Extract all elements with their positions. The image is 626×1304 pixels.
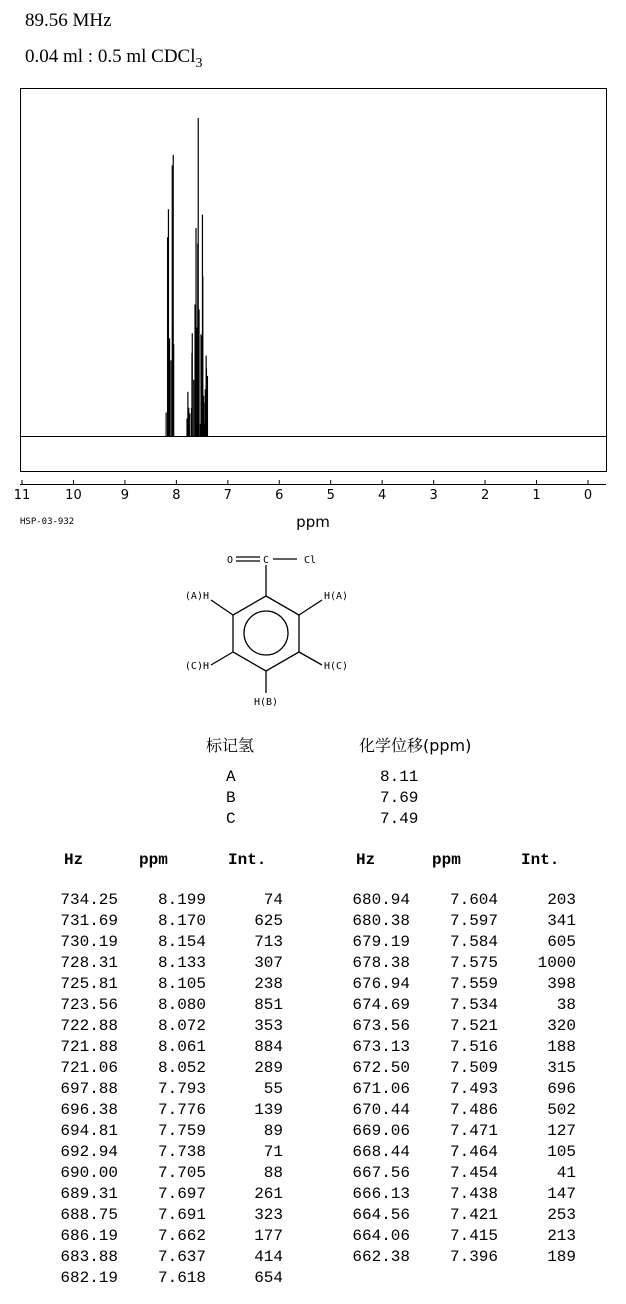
x-tick-label: 4 [378,488,387,503]
peak-ppm: 8.199 [157,891,206,909]
x-tick-label: 9 [120,488,130,503]
peak-intensity: 398 [547,975,576,993]
peak-intensity: 41 [556,1164,576,1182]
peak-hz: 721.06 [60,1059,118,1077]
peak-intensity: 320 [547,1017,576,1035]
bond-hc-right [299,652,322,665]
peak-hz: 667.56 [352,1164,410,1182]
bond-ha-left [211,600,233,615]
peak-table-left-header-ppm: ppm [139,851,168,869]
peak-intensity: 74 [263,891,283,909]
assignment-shift: 7.69 [380,789,419,807]
peak-ppm: 7.521 [449,1017,498,1035]
peak-intensity: 253 [547,1206,576,1224]
x-tick-label: 8 [172,488,181,503]
peak-ppm: 8.154 [157,933,206,951]
peak-ppm: 7.486 [449,1101,498,1119]
peak-intensity: 502 [547,1101,576,1119]
peak-intensity: 105 [547,1143,576,1161]
peak-intensity: 625 [254,912,283,930]
peak-ppm: 7.584 [449,933,498,951]
peak-ppm: 7.509 [449,1059,498,1077]
peak-ppm: 7.738 [157,1143,206,1161]
aromatic-circle [244,611,288,655]
peak-hz: 670.44 [352,1101,410,1119]
peak-intensity: 127 [547,1122,576,1140]
peak-intensity: 189 [547,1248,576,1266]
peak-ppm: 7.618 [157,1269,206,1287]
peak-intensity: 341 [547,912,576,930]
bond-hc-left [211,652,233,665]
peak-hz: 697.88 [60,1080,118,1098]
oxygen-label: O [226,555,234,566]
peak-hz: 683.88 [60,1248,118,1266]
peak-intensity: 851 [254,996,283,1014]
peak-intensity: 353 [254,1017,283,1035]
peak-intensity: 88 [263,1164,283,1182]
peak-intensity: 238 [254,975,283,993]
spectrometer-frequency: 89.56 MHz [25,10,112,31]
peak-ppm: 7.759 [157,1122,206,1140]
sample-subscript: 3 [195,55,203,71]
peak-ppm: 7.471 [449,1122,498,1140]
peak-intensity: 696 [547,1080,576,1098]
peak-intensity: 203 [547,891,576,909]
peak-ppm: 7.534 [449,996,498,1014]
x-tick-label: 0 [583,488,593,503]
peak-intensity: 38 [556,996,576,1014]
peak-intensity: 323 [254,1206,283,1224]
peak-hz: 694.81 [60,1122,118,1140]
hc-left-label: (C)H [184,661,209,672]
peak-ppm: 8.080 [157,996,206,1014]
peak-intensity: 147 [547,1185,576,1203]
peak-table-left-header-hz: Hz [64,851,84,869]
peak-ppm: 7.697 [157,1185,206,1203]
peak-intensity: 261 [254,1185,283,1203]
peak-intensity: 71 [263,1143,283,1161]
peak-intensity: 713 [254,933,283,951]
x-tick-label: 2 [480,488,490,503]
peak-hz: 664.56 [352,1206,410,1224]
peak-hz: 673.13 [352,1038,410,1056]
peak-ppm: 8.133 [157,954,206,972]
benzene-ring [233,596,299,671]
x-tick-label: 6 [275,488,284,503]
peak-ppm: 8.052 [157,1059,206,1077]
peak-hz: 679.19 [352,933,410,951]
peak-ppm: 7.493 [449,1080,498,1098]
peak-hz: 688.75 [60,1206,118,1224]
peak-table-right-header-ppm: ppm [432,851,461,869]
peak-table-right-header-int: Int. [521,851,560,869]
peak-hz: 731.69 [60,912,118,930]
peak-intensity: 188 [547,1038,576,1056]
assignment-header-hydrogen: 标记氢 [206,736,255,755]
peak-ppm: 7.604 [449,891,498,909]
peak-ppm: 7.454 [449,1164,498,1182]
peak-hz: 730.19 [60,933,118,951]
peak-hz: 672.50 [352,1059,410,1077]
peak-intensity: 1000 [537,954,576,972]
carbon-label: C [262,555,270,566]
assignment-label: B [226,789,236,807]
peak-hz: 722.88 [60,1017,118,1035]
peak-hz: 664.06 [352,1227,410,1245]
peak-intensity: 315 [547,1059,576,1077]
peak-ppm: 7.516 [449,1038,498,1056]
x-tick-label: 7 [223,488,232,503]
assignment-header-shift: 化学位移(ppm) [359,736,472,755]
peak-hz: 682.19 [60,1269,118,1287]
x-tick-label: 11 [13,488,31,503]
assignment-shift: 8.11 [380,768,419,786]
peak-ppm: 8.072 [157,1017,206,1035]
sample-text: 0.04 ml : 0.5 ml CDCl [25,46,196,67]
peak-ppm: 8.105 [157,975,206,993]
peak-ppm: 8.061 [157,1038,206,1056]
peak-intensity: 414 [254,1248,283,1266]
peak-ppm: 7.559 [449,975,498,993]
peak-ppm: 7.421 [449,1206,498,1224]
peak-hz: 669.06 [352,1122,410,1140]
peak-ppm: 7.637 [157,1248,206,1266]
x-axis-label: ppm [296,513,330,531]
assignment-label: C [226,810,236,828]
peak-intensity: 55 [263,1080,283,1098]
peak-ppm: 7.691 [157,1206,206,1224]
peak-hz: 680.38 [352,912,410,930]
peak-hz: 673.56 [352,1017,410,1035]
peak-hz: 723.56 [60,996,118,1014]
peak-hz: 678.38 [352,954,410,972]
peak-intensity: 89 [263,1122,283,1140]
ha-right-label: H(A) [324,591,349,602]
peak-ppm: 7.662 [157,1227,206,1245]
peak-ppm: 7.597 [449,912,498,930]
peak-hz: 686.19 [60,1227,118,1245]
x-tick-label: 1 [532,488,541,503]
peak-hz: 734.25 [60,891,118,909]
peak-ppm: 7.396 [449,1248,498,1266]
peak-hz: 692.94 [60,1143,118,1161]
peak-hz: 676.94 [352,975,410,993]
peak-intensity: 139 [254,1101,283,1119]
peak-hz: 674.69 [352,996,410,1014]
peak-table-right-header-hz: Hz [356,851,376,869]
peak-hz: 725.81 [60,975,118,993]
peak-ppm: 7.415 [449,1227,498,1245]
chlorine-label: Cl [303,555,317,566]
peak-intensity: 884 [254,1038,283,1056]
peak-hz: 680.94 [352,891,410,909]
peak-intensity: 213 [547,1227,576,1245]
peak-intensity: 289 [254,1059,283,1077]
peak-hz: 721.88 [60,1038,118,1056]
assignment-label: A [226,768,236,786]
peak-ppm: 7.705 [157,1164,206,1182]
hc-right-label: H(C) [324,661,349,672]
peak-table-left-header-int: Int. [228,851,267,869]
assignment-shift: 7.49 [380,810,419,828]
peak-hz: 662.38 [352,1248,410,1266]
peak-ppm: 7.776 [157,1101,206,1119]
peak-intensity: 307 [254,954,283,972]
ha-left-label: (A)H [184,591,209,602]
bond-ha-right [299,600,322,615]
peak-ppm: 7.464 [449,1143,498,1161]
x-tick-label: 5 [326,488,335,503]
peak-hz: 668.44 [352,1143,410,1161]
peak-hz: 696.38 [60,1101,118,1119]
peak-ppm: 7.793 [157,1080,206,1098]
spectrum-code: HSP-03-932 [20,517,75,527]
x-tick-label: 3 [429,488,438,503]
peak-hz: 690.00 [60,1164,118,1182]
peak-intensity: 177 [254,1227,283,1245]
peak-hz: 728.31 [60,954,118,972]
peak-intensity: 605 [547,933,576,951]
peak-hz: 666.13 [352,1185,410,1203]
peak-ppm: 8.170 [157,912,206,930]
peak-hz: 671.06 [352,1080,410,1098]
peak-ppm: 7.438 [449,1185,498,1203]
peak-hz: 689.31 [60,1185,118,1203]
x-tick-label: 10 [65,488,82,503]
peak-intensity: 654 [254,1269,283,1287]
hb-label: H(B) [253,697,279,708]
peak-ppm: 7.575 [449,954,498,972]
